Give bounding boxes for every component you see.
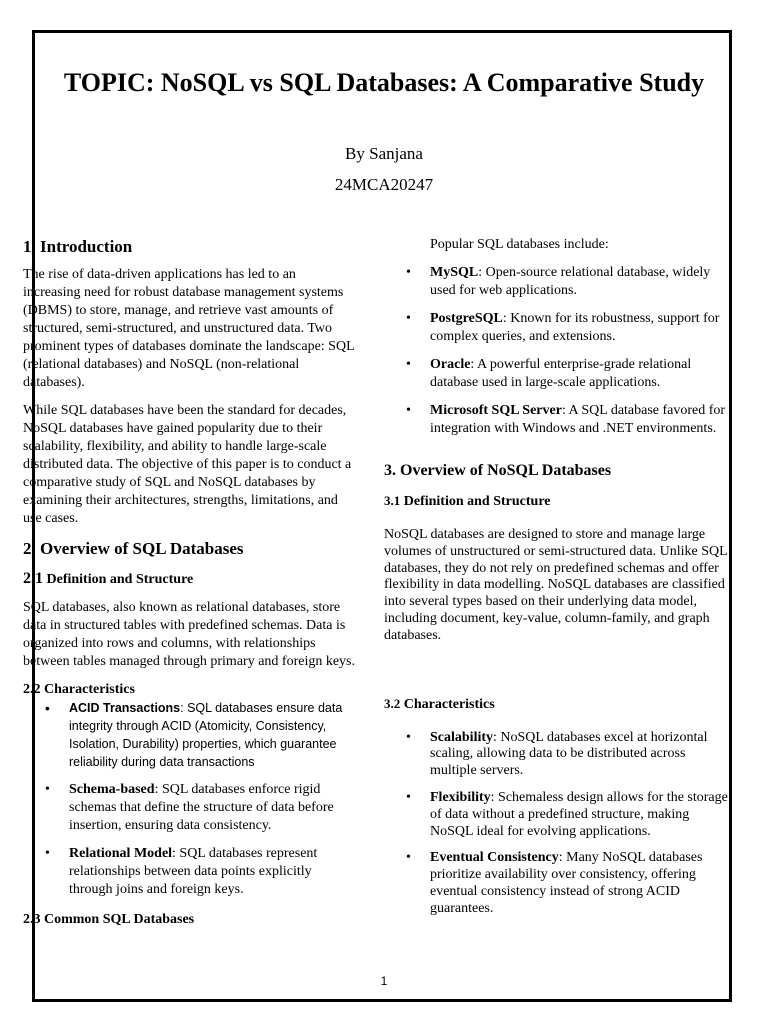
subsection-common-sql-heading: 2.3 Common SQL Databases (23, 912, 195, 927)
list-item-term: Scalability (430, 729, 494, 745)
list-item-term: Microsoft SQL Server (430, 403, 562, 418)
list-item-desc: : A powerful enterprise-grade relational database used in large-scale applications. (430, 357, 692, 390)
section-introduction-heading: 1. Introduction (23, 237, 133, 256)
list-item (23, 781, 355, 835)
subsection-sql-characteristics-heading: 2.2 Characteristics (23, 682, 135, 697)
list-item-desc: : NoSQL databases excel at horizontal scaling, allowing data to be distributed across multiple servers. (430, 729, 708, 779)
section-nosql-overview-heading: 3. Overview of NoSQL Databases (384, 462, 612, 479)
list-item-desc: : Open-source relational database, widely used for web applications. (430, 265, 711, 298)
section-sql-overview-heading: 2. Overview of SQL Databases (23, 539, 244, 558)
list-item (384, 356, 729, 392)
list-item-term: PostgreSQL (430, 311, 503, 326)
list-item-term: Eventual Consistency (430, 850, 559, 866)
subsection-sql-definition-heading (23, 570, 355, 589)
list-item-desc: : A SQL database favored for integration with Windows and .NET environments. (430, 403, 726, 436)
introduction-paragraph-2: While SQL databases have been the standard for decades, NoSQL databases have gained popularity due to their scalability, flexibility, and ability to handle large-scale distributed data. The objective of this paper is to conduct a comparative study of SQL and NoSQL databases by examining their architectures, strengths, limitations, and use cases. (23, 403, 352, 526)
nosql-characteristics-list (384, 730, 729, 918)
list-item (384, 310, 729, 346)
subsection-nosql-definition-heading (384, 492, 729, 511)
list-item-desc: : SQL databases enforce rigid schemas that define the structure of data before insertion, ensuring data consistency. (69, 782, 334, 833)
document-title: TOPIC: NoSQL vs SQL Databases: A Comparative Study (63, 68, 705, 97)
list-item-term: MySQL (430, 265, 479, 280)
list-item-term: Schema-based (69, 782, 155, 797)
author-line: By Sanjana (345, 144, 423, 163)
list-item-desc: : Known for its robustness, support for complex queries, and extensions. (430, 311, 720, 344)
list-item (384, 850, 729, 917)
page-number: 1 (380, 974, 388, 988)
right-column (384, 236, 729, 918)
subsection-number: 3.1 (384, 493, 401, 508)
nosql-definition-paragraph: NoSQL databases are designed to store and manage large volumes of unstructured or semi-structured data. Unlike SQL databases, they do not rely on predefined schemas and offer flexibility in data modelling. NoSQL databases are classified into several types based on their underlying data model, including document, key-value, column-family, and graph databases. (384, 527, 728, 643)
list-item (384, 790, 729, 840)
list-item (23, 699, 355, 771)
popular-sql-list (384, 264, 729, 438)
list-item-term: Relational Model (69, 846, 173, 861)
popular-sql-intro: Popular SQL databases include: (430, 237, 609, 252)
introduction-paragraph-1: The rise of data-driven applications has led to an increasing need for robust database management systems (DBMS) to store, manage, and retrieve vast amounts of structured, semi-structured, and unstructured data. Two prominent types of databases dominate the landscape: SQL (relational databases) and NoSQL (non-relational databases). (23, 267, 355, 390)
list-item-desc: : Schemaless design allows for the storage of data without a predefined structure, making NoSQL ideal for evolving applications. (430, 789, 728, 839)
sql-definition-paragraph: SQL databases, also known as relational databases, store data in structured tables with predefined schemas. Data is organized into rows and columns, with relationships between tables managed through primary and foreign keys. (23, 600, 356, 669)
subsection-nosql-characteristics-heading (384, 695, 729, 714)
subsection-title: Definition and Structure (403, 494, 551, 509)
list-item-desc: : SQL databases represent relationships between data points explicitly through joins and foreign keys. (69, 846, 318, 897)
list-item (23, 845, 355, 899)
list-item (384, 730, 729, 780)
roll-number: 24MCA20247 (334, 175, 434, 194)
list-item-term: ACID Transactions (69, 701, 181, 715)
left-column (23, 236, 355, 929)
list-item-term: Flexibility (430, 789, 491, 805)
list-item-desc: : Many NoSQL databases prioritize availability over consistency, offering eventual consistency instead of strong ACID guarantees. (430, 850, 703, 916)
subsection-number: 2.1 (23, 570, 43, 587)
sql-characteristics-list (23, 699, 355, 899)
list-item-desc: : SQL databases ensure data integrity through ACID (Atomicity, Consistency, Isolation, Durability) properties, which guarantee reliability during data transactions (69, 701, 343, 769)
subsection-number: 3.2 (384, 695, 401, 711)
list-item (384, 402, 729, 438)
subsection-title: Definition and Structure (46, 572, 194, 587)
list-item (384, 264, 729, 300)
list-item-term: Oracle (430, 357, 471, 372)
subsection-title: Characteristics (403, 696, 495, 712)
